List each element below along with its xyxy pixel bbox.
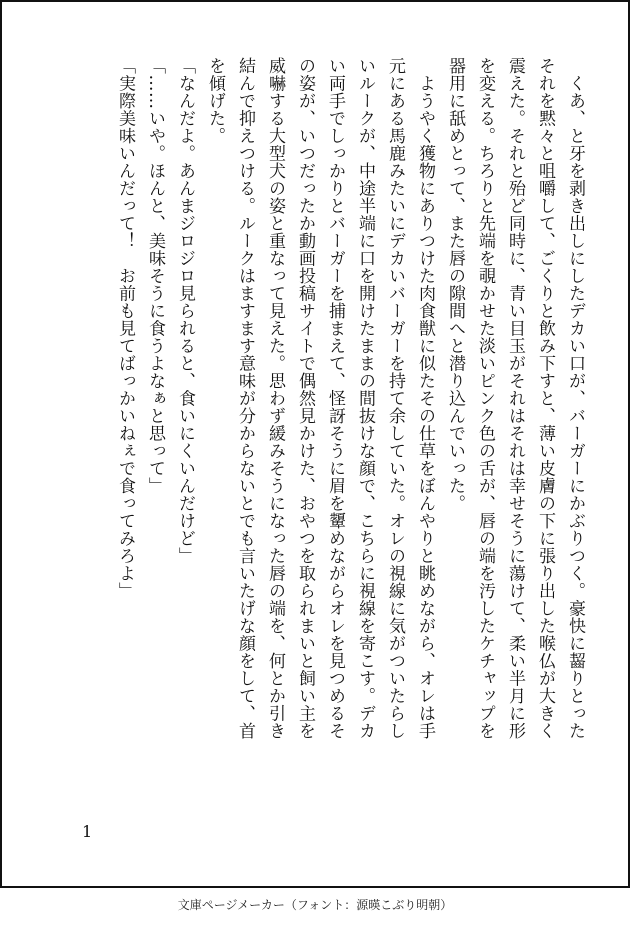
text-line: を傾げた。 [205, 57, 225, 145]
text-line: 結んで抑えつける。ルークはますます意味が分からないとでも言いたげな顔をして、首 [235, 57, 255, 740]
page-number: 1 [82, 822, 93, 841]
text-line: ようやく獲物にありつけた肉食獣に似たその仕草をぼんやりと眺めながら、オレは手 [415, 57, 435, 740]
dialogue-line: 「実際美味いんだって！ お前も見てばっかいねぇで食ってみろよ」 [115, 57, 135, 600]
text-line: 威嚇する大型犬の姿と重なって見えた。思わず緩みそうになった唇の端を、何とか引き [265, 57, 285, 740]
text-line: を変える。ちろりと先端を覗かせた淡いピンク色の舌が、唇の端を汚したケチャップを [475, 57, 495, 740]
text-line: いルークが、中途半端に口を開けたままの間抜けな顔で、こちらに視線を寄こす。デカ [355, 57, 375, 740]
text-line: 元にある馬鹿みたいにデカいバーガーを持て余していた。オレの視線に気がついたらし [385, 57, 405, 740]
text-line: の姿が、いつだったか動画投稿サイトで偶然見かけた、おやつを取られまいと飼い主を [295, 57, 315, 740]
text-line: くあ、と牙を剥き出しにしたデカい口が、バーガーにかぶりつく。豪快に齧りとった [565, 57, 585, 740]
dialogue-line: 「……いや。ほんと、美味そうに食うよなぁと思って」 [145, 57, 165, 495]
vertical-text-body [70, 57, 590, 847]
dialogue-line: 「なんだよ。あんまジロジロ見られると、食いにくいんだけど」 [175, 57, 195, 565]
footer-credit: 文庫ページメーカー（フォント：源暎こぶり明朝） [177, 898, 453, 912]
text-line: い両手でしっかりとバーガーを捕まえて、怪訝そうに眉を顰めながらオレを見つめるそ [325, 57, 345, 740]
text-line: 器用に舐めとって、また唇の隙間へと潜り込んでいった。 [445, 57, 465, 512]
text-line: 震えた。それと殆ど同時に、青い目玉がそれはそれは幸せそうに蕩けて、柔い半月に形 [505, 57, 525, 740]
text-line: それを黙々と咀嚼して、ごくりと飲み下すと、薄い皮膚の下に張り出した喉仏が大きく [535, 57, 555, 740]
